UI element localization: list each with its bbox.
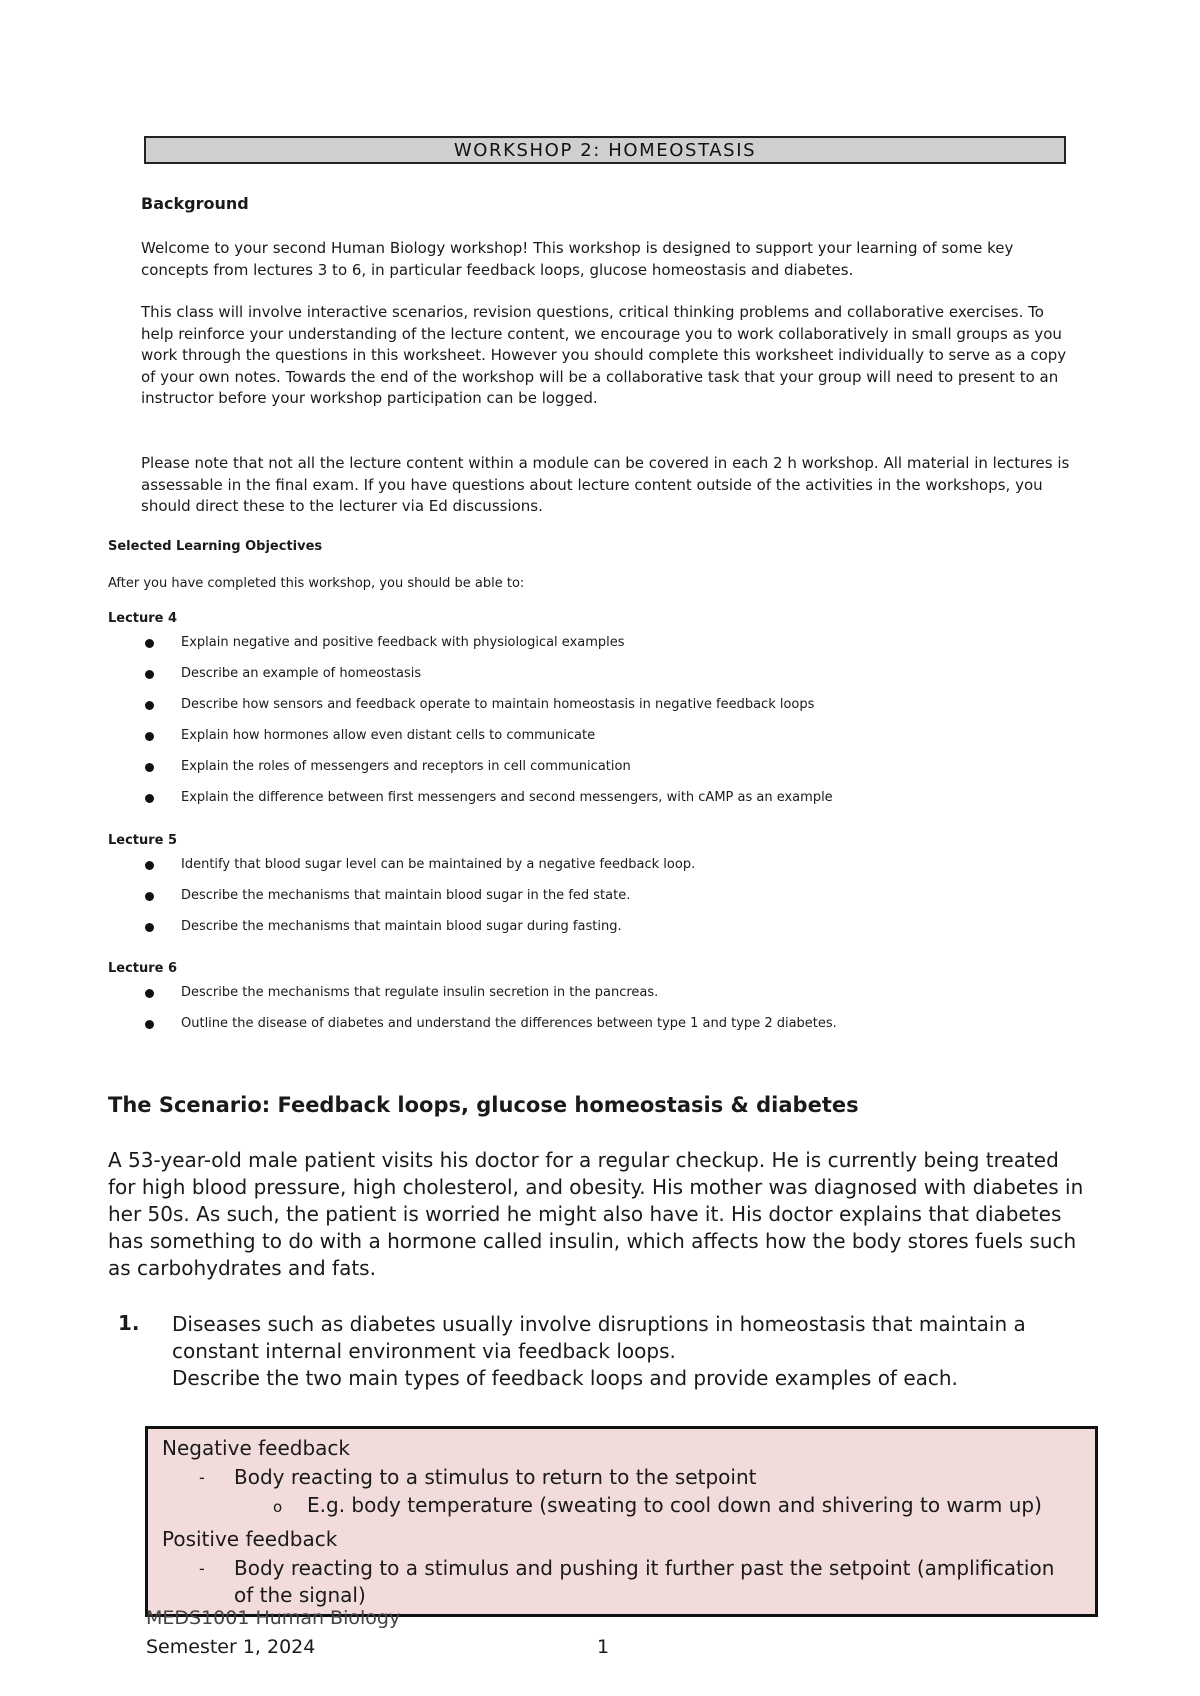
- negative-feedback-example: E.g. body temperature (sweating to cool down and shivering to warm up): [307, 1493, 1042, 1517]
- negative-feedback-point: Body reacting to a stimulus to return to the setpoint: [234, 1465, 757, 1489]
- lecture-4-objectives: [142, 634, 833, 820]
- lecture-5-objectives: [142, 856, 695, 949]
- sub-bullet-icon: o: [273, 1498, 283, 1516]
- question-line-2: Describe the two main types of feedback loops and provide examples of each.: [172, 1366, 958, 1390]
- bullet-icon: [145, 701, 154, 710]
- question-line-1: Diseases such as diabetes usually involve disruptions in homeostasis that maintain a constant internal environment via feedback loops.: [172, 1312, 1026, 1363]
- objective-item: Explain negative and positive feedback with physiological examples: [142, 634, 833, 665]
- bullet-icon: [145, 892, 154, 901]
- positive-feedback-point-continued: of the signal): [234, 1583, 366, 1607]
- workshop-title: WORKSHOP 2: HOMEOSTASIS: [453, 139, 757, 161]
- bullet-icon: [145, 923, 154, 932]
- lecture-4-heading: Lecture 4: [108, 611, 178, 626]
- lecture-5-heading: Lecture 5: [108, 833, 178, 848]
- objectives-intro: After you have completed this workshop, you should be able to:: [108, 576, 525, 591]
- objective-item: Describe the mechanisms that regulate insulin secretion in the pancreas.: [142, 984, 837, 1015]
- objective-item: Explain how hormones allow even distant cells to communicate: [142, 727, 833, 758]
- question-number: 1.: [118, 1311, 140, 1335]
- positive-feedback-point: Body reacting to a stimulus and pushing it further past the setpoint (amplification: [234, 1556, 1055, 1580]
- objectives-heading: Selected Learning Objectives: [108, 539, 323, 554]
- answer-box: [145, 1426, 1098, 1617]
- lecture-6-heading: Lecture 6: [108, 961, 178, 976]
- objective-item: Explain the difference between first messengers and second messengers, with cAMP as an example: [142, 789, 833, 820]
- bullet-icon: [145, 763, 154, 772]
- bullet-icon: [145, 794, 154, 803]
- objective-item: Outline the disease of diabetes and understand the differences between type 1 and type 2 diabetes.: [142, 1015, 837, 1046]
- objective-item: Describe the mechanisms that maintain blood sugar in the fed state.: [142, 887, 695, 918]
- bullet-icon: [145, 732, 154, 741]
- background-heading: Background: [141, 194, 249, 213]
- objective-item: Describe the mechanisms that maintain blood sugar during fasting.: [142, 918, 695, 949]
- lecture-6-objectives: [142, 984, 837, 1046]
- objective-item: Describe how sensors and feedback operate to maintain homeostasis in negative feedback loops: [142, 696, 833, 727]
- objective-item: Identify that blood sugar level can be maintained by a negative feedback loop.: [142, 856, 695, 887]
- question-text: [172, 1311, 1072, 1392]
- background-paragraph-2: This class will involve interactive scenarios, revision questions, critical thinking problems and collaborative exercises. To help reinforce your understanding of the lecture content, we encourage you to work collaboratively in small groups as you work through the questions in this worksheet. However you should complete this worksheet individually to serve as a copy of your own notes. Towards the end of the workshop will be a collaborative task that your group will need to present to an instructor before your workshop participation can be logged.: [141, 303, 1067, 408]
- scenario-text: A 53-year-old male patient visits his doctor for a regular checkup. He is currently being treated for high blood pressure, high cholesterol, and obesity. His mother was diagnosed with diabetes in her 50s. As such, the patient is worried he might also have it. His doctor explains that diabetes has something to do with a hormone called insulin, which affects how the body stores fuels such as carbohydrates and fats.: [108, 1148, 1084, 1280]
- bullet-icon: [145, 670, 154, 679]
- negative-feedback-heading: Negative feedback: [162, 1436, 350, 1460]
- bullet-icon: [145, 639, 154, 648]
- bullet-icon: [145, 861, 154, 870]
- workshop-title-box: [144, 136, 1066, 164]
- scenario-heading: The Scenario: Feedback loops, glucose homeostasis & diabetes: [108, 1093, 859, 1117]
- background-paragraph-3: Please note that not all the lecture content within a module can be covered in each 2 h workshop. All material in lectures is assessable in the final exam. If you have questions about lecture content outside of the activities in the workshops, you should direct these to the lecturer via Ed discussions.: [141, 454, 1070, 516]
- objective-item: Describe an example of homeostasis: [142, 665, 833, 696]
- dash-icon: -: [199, 1468, 205, 1487]
- bullet-icon: [145, 989, 154, 998]
- footer-semester: Semester 1, 2024: [146, 1636, 316, 1658]
- background-paragraph-1: Welcome to your second Human Biology workshop! This workshop is designed to support your learning of some key concepts from lectures 3 to 6, in particular feedback loops, glucose homeostasis and diabetes.: [141, 239, 1014, 279]
- page-number: 1: [597, 1636, 610, 1658]
- dash-icon: -: [199, 1559, 205, 1578]
- objective-item: Explain the roles of messengers and receptors in cell communication: [142, 758, 833, 789]
- positive-feedback-heading: Positive feedback: [162, 1527, 338, 1551]
- bullet-icon: [145, 1020, 154, 1029]
- footer-course: MEDS1001 Human Biology: [146, 1607, 401, 1629]
